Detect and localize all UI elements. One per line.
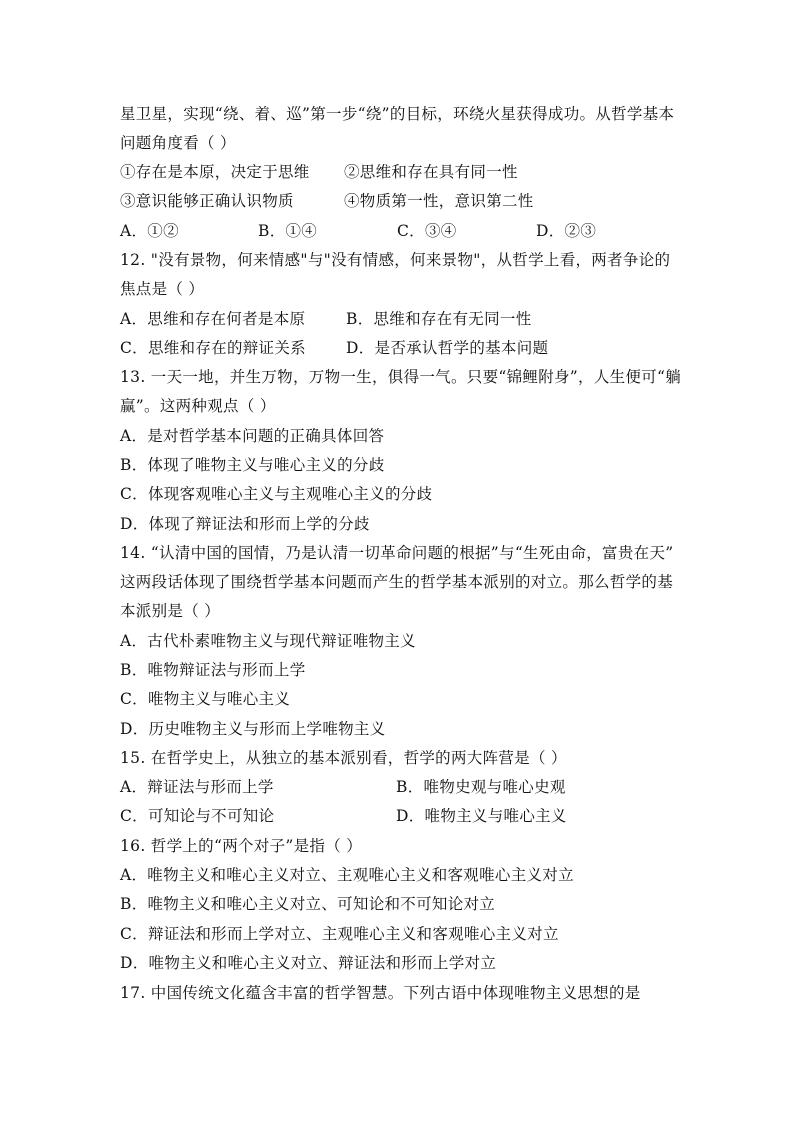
q13-option-c: C．体现客观唯心主义与主观唯心主义的分歧 (120, 485, 433, 503)
q11-options-row (120, 221, 680, 241)
q11-statement-3: ③意识能够正确认识物质 (120, 192, 294, 210)
q14-option-a: A．古代朴素唯物主义与现代辩证唯物主义 (120, 632, 416, 650)
q11-statement-1: ①存在是本原，决定于思维 (120, 163, 310, 181)
q15-option-b: B．唯物史观与唯心史观 (396, 778, 566, 796)
q16-stem: 16. 哲学上的“两个对子”是指（ ） (120, 837, 363, 855)
q13-stem-line-2: 赢”。这两种观点（ ） (120, 397, 276, 415)
q12-option-a: A．思维和存在何者是本原 (120, 310, 306, 328)
q15-options-row-2 (120, 806, 680, 826)
q12-option-b: B．思维和存在有无同一性 (346, 310, 532, 328)
q12-stem-line-1: 12. "没有景物，何来情感"与"没有情感，何来景物"，从哲学上看，两者争论的 (120, 251, 671, 269)
q11-option-a: A．①② (120, 222, 179, 240)
q13-option-a: A．是对哲学基本问题的正确具体回答 (120, 427, 385, 445)
q15-option-d: D．唯物主义与唯心主义 (396, 807, 567, 825)
q11-statement-2: ②思维和存在具有同一性 (344, 163, 518, 181)
q11-option-b: B．①④ (258, 222, 318, 240)
q11-stem-line-2: 问题角度看（ ） (120, 134, 236, 152)
q11-stem-line-1: 星卫星，实现“绕、着、巡”第一步“绕”的目标，环绕火星获得成功。从哲学基本 (120, 105, 675, 123)
q11-statements-row-2 (120, 191, 680, 211)
q16-option-b: B．唯物主义和唯心主义对立、可知论和不可知论对立 (120, 895, 496, 913)
q13-option-b: B．体现了唯物主义与唯心主义的分歧 (120, 456, 385, 474)
q14-option-b: B．唯物辩证法与形而上学 (120, 661, 306, 679)
q12-stem-line-2: 焦点是（ ） (120, 280, 205, 298)
q17-stem: 17. 中国传统文化蕴含丰富的哲学智慧。下列古语中体现唯物主义思想的是 (120, 984, 641, 1002)
q16-option-a: A．唯物主义和唯心主义对立、主观唯心主义和客观唯心主义对立 (120, 866, 574, 884)
q15-option-c: C．可知论与不可知论 (120, 807, 275, 825)
q11-statements-row-1 (120, 162, 680, 182)
q13-stem-line-1: 13. 一天一地，并生万物，万物一生，俱得一气。只要“锦鲤附身”，人生便可“躺 (120, 368, 682, 386)
q15-option-a: A．辩证法与形而上学 (120, 778, 274, 796)
q12-option-d: D．是否承认哲学的基本问题 (346, 339, 549, 357)
q12-options-row-2 (120, 338, 680, 358)
q13-option-d: D．体现了辩证法和形而上学的分歧 (120, 515, 370, 533)
q14-stem-line-1: 14. “认清中国的国情，乃是认清一切革命问题的根据”与“生死由命，富贵在天” (120, 544, 674, 562)
q11-option-d: D．②③ (536, 222, 597, 240)
q16-option-d: D．唯物主义和唯心主义对立、辩证法和形而上学对立 (120, 954, 497, 972)
q14-stem-line-2: 这两段话体现了围绕哲学基本问题而产生的哲学基本派别的对立。那么哲学的基 (120, 573, 674, 591)
q15-options-row-1 (120, 777, 680, 797)
q14-option-c: C．唯物主义与唯心主义 (120, 690, 291, 708)
q14-option-d: D．历史唯物主义与形而上学唯物主义 (120, 720, 386, 738)
q11-option-c: C．③④ (397, 222, 457, 240)
q12-option-c: C．思维和存在的辩证关系 (120, 339, 306, 357)
q14-stem-line-3: 本派别是（ ） (120, 602, 221, 620)
q12-options-row-1 (120, 309, 680, 329)
q11-statement-4: ④物质第一性，意识第二性 (344, 192, 534, 210)
q15-stem: 15. 在哲学史上，从独立的基本派别看，哲学的两大阵营是（ ） (120, 749, 567, 767)
q16-option-c: C．辩证法和形而上学对立、主观唯心主义和客观唯心主义对立 (120, 925, 559, 943)
